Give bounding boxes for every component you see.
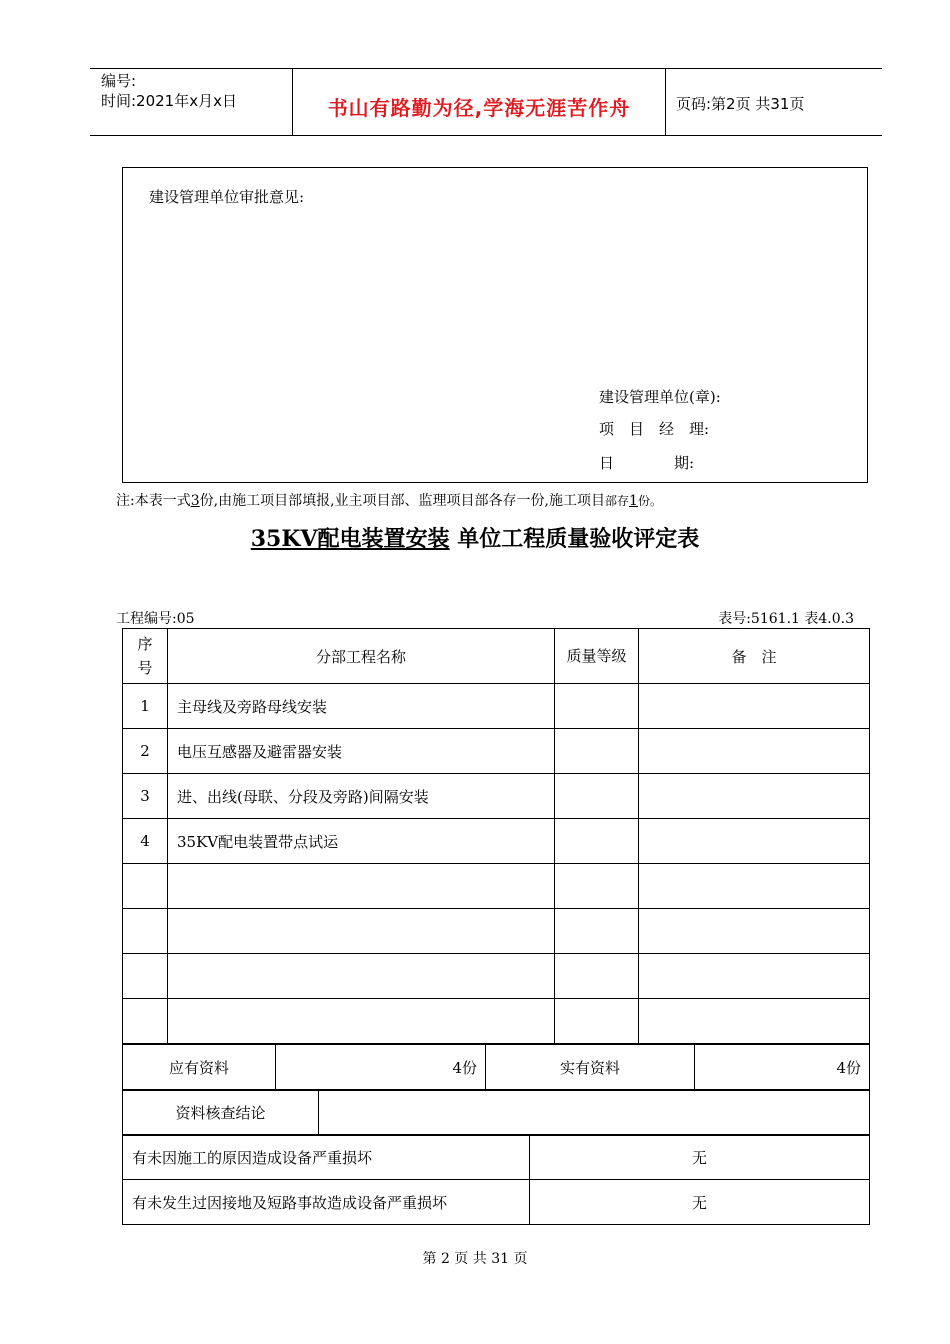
- row-grade: [555, 729, 639, 774]
- row-grade: [555, 909, 639, 954]
- row-remark: [639, 684, 870, 729]
- actual-data-label: 实有资料: [486, 1045, 695, 1091]
- table-header-row: [123, 629, 870, 684]
- row-seq: [123, 954, 168, 999]
- row-remark: [639, 774, 870, 819]
- header-motto: 书山有路勤为径,学海无涯苦作舟: [327, 96, 631, 120]
- note-copies2: 1: [629, 493, 638, 509]
- row-name: 电压互感器及避雷器安装: [168, 729, 555, 774]
- row-name: 进、出线(母联、分段及旁路)间隔安装: [168, 774, 555, 819]
- row-remark: [639, 864, 870, 909]
- row-name: 35KV配电装置带点试运: [168, 819, 555, 864]
- table-row: [123, 729, 870, 774]
- form-number: 表号:5161.1 表4.0.3: [718, 611, 854, 627]
- header-time: 时间:2021年x月x日: [101, 92, 237, 110]
- project-number: 工程编号:05: [116, 611, 195, 627]
- header-seq: 序号: [123, 629, 168, 684]
- row-remark: [639, 954, 870, 999]
- table-row: [123, 954, 870, 999]
- damage-row: [123, 1135, 870, 1180]
- row-seq: 2: [123, 729, 168, 774]
- damage-question-2: 有未发生过因接地及短路事故造成设备严重损坏: [123, 1180, 530, 1225]
- data-count-table: [122, 1044, 870, 1091]
- row-seq: [123, 999, 168, 1044]
- approval-box: [122, 167, 868, 483]
- approval-opinion-label: 建设管理单位审批意见:: [149, 188, 305, 206]
- required-data-value: 4份: [276, 1045, 486, 1091]
- note-middle: 份,由施工项目部填报,业主项目部、监理项目部各存一份,施工项目: [199, 493, 605, 509]
- header-page-info: 页码:第2页 共31页: [676, 95, 805, 113]
- row-grade: [555, 774, 639, 819]
- row-remark: [639, 909, 870, 954]
- row-seq: [123, 909, 168, 954]
- row-name: [168, 954, 555, 999]
- damage-answer-1: 无: [530, 1135, 870, 1180]
- row-name: [168, 864, 555, 909]
- damage-row: [123, 1180, 870, 1225]
- table-row: [123, 684, 870, 729]
- row-grade: [555, 999, 639, 1044]
- title-underlined: 35KV配电装置安装: [250, 526, 450, 552]
- data-check-value: [319, 1090, 870, 1136]
- row-grade: [555, 819, 639, 864]
- table-row: [123, 909, 870, 954]
- data-check-table: [122, 1089, 870, 1136]
- row-seq: 1: [123, 684, 168, 729]
- data-check-label: 资料核查结论: [123, 1090, 319, 1136]
- table-row: [123, 819, 870, 864]
- table-row: [123, 864, 870, 909]
- approval-date: 日 期:: [599, 454, 695, 472]
- row-remark: [639, 729, 870, 774]
- row-remark: [639, 819, 870, 864]
- header-grade: 质量等级: [555, 629, 639, 684]
- header-name: 分部工程名称: [168, 629, 555, 684]
- note-prefix: 注:本表一式: [116, 493, 191, 509]
- row-grade: [555, 864, 639, 909]
- row-grade: [555, 954, 639, 999]
- row-name: [168, 999, 555, 1044]
- row-seq: [123, 864, 168, 909]
- row-seq: 3: [123, 774, 168, 819]
- row-remark: [639, 999, 870, 1044]
- approval-unit-seal: 建设管理单位(章):: [599, 388, 721, 406]
- table-row: [123, 774, 870, 819]
- required-data-label: 应有资料: [123, 1045, 276, 1091]
- note-small: 部存: [605, 494, 630, 508]
- header-divider: [665, 68, 666, 136]
- form-note: [116, 490, 662, 510]
- damage-answer-2: 无: [530, 1180, 870, 1225]
- title-rest: 单位工程质量验收评定表: [449, 526, 700, 552]
- approval-manager: 项 目 经 理:: [599, 420, 710, 438]
- page-footer: 第 2 页 共 31 页: [422, 1251, 528, 1267]
- row-name: [168, 909, 555, 954]
- note-copies: 3: [190, 493, 200, 509]
- header-number-label: 编号:: [101, 72, 137, 90]
- note-end: 份。: [637, 494, 662, 508]
- row-name: 主母线及旁路母线安装: [168, 684, 555, 729]
- table-row: [123, 999, 870, 1044]
- evaluation-table: [122, 628, 870, 1044]
- damage-question-1: 有未因施工的原因造成设备严重损坏: [123, 1135, 530, 1180]
- header-top-rule: [90, 68, 882, 69]
- damage-table: [122, 1134, 870, 1225]
- header-remark: 备 注: [639, 629, 870, 684]
- row-grade: [555, 684, 639, 729]
- actual-data-value: 4份: [695, 1045, 870, 1091]
- page-title: [0, 522, 950, 553]
- row-seq: 4: [123, 819, 168, 864]
- header-bottom-rule: [90, 135, 882, 136]
